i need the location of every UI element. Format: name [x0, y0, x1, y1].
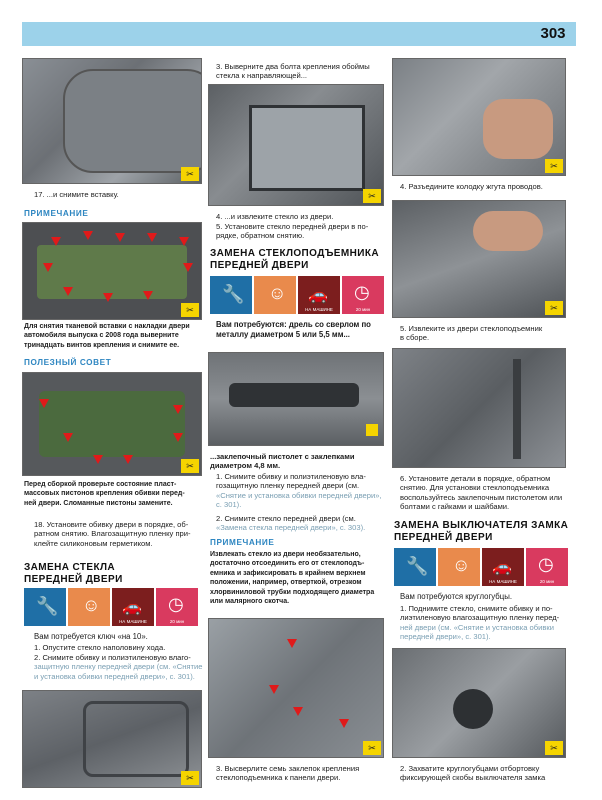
step-4-connector: 4. Разъедините колодку жгута проводов.: [400, 182, 543, 191]
tools-needed: Вам потребуются круглогубцы.: [400, 592, 512, 601]
person-icon: ☺: [68, 588, 110, 626]
rivet-gun-caption: ...заклепочный пистолет с заклепками диаметром 4,8 мм.: [210, 452, 355, 471]
tool-marker-icon: ✂: [181, 771, 199, 785]
photo-rivets-drill: [208, 618, 384, 758]
note-text: Для снятия тканевой вставки с накладки двери автомобиля выпуска с 2008 года выверните тринадцать винтов крепления и снимите ее.: [24, 323, 190, 349]
info-icons: [24, 588, 198, 626]
tip-text: Перед сборкой проверьте состояние пласт- массовых пистонов крепления обивки перед- ней двери. Сломанные пистоны замените.: [24, 481, 185, 507]
step-5: 5. Установите стекло передней двери в по- рядке, обратном снятию.: [216, 222, 369, 241]
photo-glass-bolts: [208, 84, 384, 206]
info-icons: [394, 548, 568, 586]
section-title-glass: ЗАМЕНА СТЕКЛА ПЕРЕДНЕЙ ДВЕРИ: [24, 562, 123, 585]
tool-marker-icon: ✂: [363, 189, 381, 203]
step-1-switch: 1. Поднимите стекло, снимите обивку и по- лиэтиленовую влагозащитную пленку перед- ней двери (см. «Снятие и установка обивки передней двери», с. 301).: [400, 604, 560, 642]
header-band: [22, 22, 530, 46]
photo-fabric-insert-screws: [22, 222, 202, 320]
tool-marker-icon: ✂: [363, 741, 381, 755]
step-3: 3. Выверните два болта крепления обоймы стекла к направляющей...: [216, 62, 370, 81]
step-1-regulator: 1. Снимите обивку и полиэтиленовую вла- гозащитную пленку передней двери (см. «Снятие и установка обивки передней двери», с. 301).: [216, 472, 382, 510]
tip-title: ПОЛЕЗНЫЙ СОВЕТ: [24, 358, 112, 367]
tool-marker-icon: ✂: [545, 159, 563, 173]
car-icon: НА МАШИНЕ 🚗: [112, 588, 154, 626]
tools-needed: Вам потребуются: дрель со сверлом по металлу диаметром 5 или 5,5 мм...: [216, 320, 371, 339]
tool-marker-icon: ✂: [545, 741, 563, 755]
section-title-switch: ЗАМЕНА ВЫКЛЮЧАТЕЛЯ ЗАМКА ПЕРЕДНЕЙ ДВЕРИ: [394, 520, 569, 543]
section-title-regulator: ЗАМЕНА СТЕКЛОПОДЪЕМНИКА ПЕРЕДНЕЙ ДВЕРИ: [210, 248, 379, 271]
tool-marker-icon: ✂: [181, 167, 199, 181]
photo-door-panel-pistons: [22, 372, 202, 476]
clock-icon: 20 мин ◷: [526, 548, 568, 586]
person-icon: ☺: [254, 276, 296, 314]
step-6: 6. Установите детали в порядке, обратном снятию. Для установки стеклоподъемника воспользуйтесь заклепочным пистолетом или болтами с гайками и шайбами.: [400, 474, 563, 512]
step-1: 1. Опустите стекло наполовину хода.: [34, 643, 166, 652]
photo-wire-connector: [392, 58, 566, 176]
wrench-icon: 🔧: [394, 548, 436, 586]
step-5-regulator: 5. Извлеките из двери стеклоподъемник в сборе.: [400, 324, 543, 343]
tool-marker-icon: ✂: [181, 303, 199, 317]
info-icons: [210, 276, 384, 314]
wrench-icon: 🔧: [210, 276, 252, 314]
note-title: ПРИМЕЧАНИЕ: [210, 538, 275, 547]
yellow-marker: [366, 424, 378, 436]
step-2-switch: 2. Захватите круглогубцами отбортовку фиксирующей скобы выключателя замка: [400, 764, 546, 783]
note-text: Извлекать стекло из двери необязательно, достаточно отсоединить его от стеклоподъ- емника и зафиксировать в крайнем верхнем положении, например, отверткой, отрезком хлорвиниловой трубки подходящего диаметра или малярного скотча.: [210, 551, 375, 606]
car-icon: НА МАШИНЕ 🚗: [482, 548, 524, 586]
step-2-regulator: 2. Снимите стекло передней двери (см. «Замена стекла передней двери», с. 303).: [216, 514, 366, 533]
clock-icon: 20 мин ◷: [342, 276, 384, 314]
photo-glass-removal: [22, 690, 202, 788]
photo-regulator-removal: [392, 200, 566, 318]
photo-door-insert: [22, 58, 202, 184]
step-4: 4. ...и извлеките стекло из двери.: [216, 212, 334, 221]
page-number: 303: [530, 22, 576, 46]
step-2: 2. Снимите обивку и полиэтиленовую влаго- защитную пленку передней двери (см. «Снятие и установка обивки передней двери», с. 301).: [34, 653, 203, 681]
note-title: ПРИМЕЧАНИЕ: [24, 209, 89, 218]
tools-needed: Вам потребуется ключ «на 10».: [34, 632, 148, 641]
photo-regulator-assembly: [392, 348, 566, 468]
step-3-drill: 3. Высверлите семь заклепок крепления стеклоподъемника к панели двери.: [216, 764, 360, 783]
car-icon: НА МАШИНЕ 🚗: [298, 276, 340, 314]
tool-marker-icon: ✂: [181, 459, 199, 473]
photo-rivet-gun: [208, 352, 384, 446]
tool-marker-icon: ✂: [545, 301, 563, 315]
clock-icon: 20 мин ◷: [156, 588, 198, 626]
caption-17: 17. ...и снимите вставку.: [34, 190, 119, 199]
wrench-icon: 🔧: [24, 588, 66, 626]
person-icon: ☺: [438, 548, 480, 586]
step-18: 18. Установите обивку двери в порядке, об- ратном снятию. Влагозащитную пленку при- клейте силиконовым герметиком.: [34, 520, 191, 548]
photo-lock-switch: [392, 648, 566, 758]
